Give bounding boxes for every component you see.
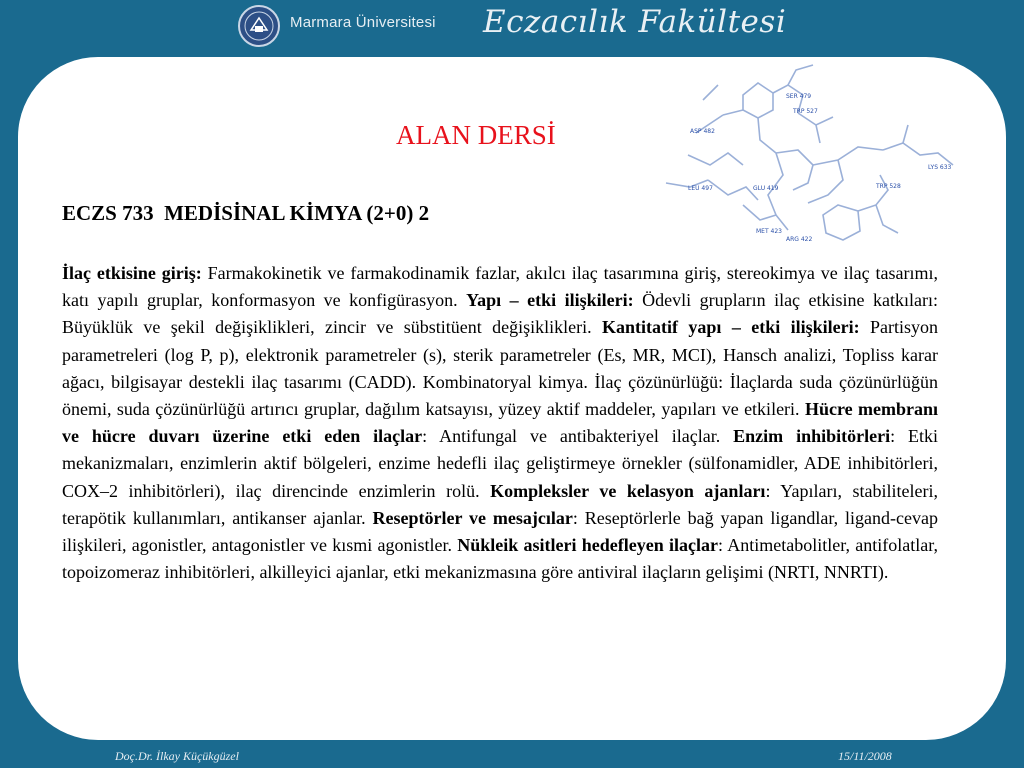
description-heading: Kompleksler ve kelasyon ajanları xyxy=(490,480,766,501)
molecule-label-asp: ASP 482 xyxy=(690,128,715,135)
course-name: MEDİSİNAL KİMYA (2+0) 2 xyxy=(164,201,430,225)
description-heading: Kantitatif yapı – etki ilişkileri: xyxy=(602,317,860,338)
molecule-label-glu: GLU 419 xyxy=(753,185,779,192)
description-text: Farmakokinetik ve farmakodinamik fazlar, akılcı ilaç tasarımına giriş, stereokimya ve ilaç tasarımı, katı yapılı gruplar, konformasyon ve konfigürasyon. xyxy=(62,263,938,311)
molecule-label-met: MET 423 xyxy=(756,228,782,235)
molecule-label-leu: LEU 497 xyxy=(688,185,713,192)
course-code: ECZS 733 xyxy=(62,201,154,225)
molecule-label-trp528: TRP 528 xyxy=(876,183,901,190)
molecule-label-arg: ARG 422 xyxy=(786,236,813,243)
course-heading xyxy=(62,201,429,226)
description-heading: Yapı – etki ilişkileri: xyxy=(466,290,634,311)
course-description xyxy=(62,260,938,586)
header-bar xyxy=(0,0,1024,56)
description-heading: Hücre membranı ve hücre duvarı üzerine etki eden ilaçlar xyxy=(62,399,938,447)
description-heading: İlaç etkisine giriş: xyxy=(62,263,202,283)
footer-author: Doç.Dr. İlkay Küçükgüzel xyxy=(115,749,239,763)
description-text: Partisyon parametreleri (log P, p), elektronik parametreler (s), sterik parametreler (Es, MR, MCI), Hansch analizi, Topliss karar ağacı, bilgisayar destekli ilaç tasarımı (CADD). Kombinatoryal kimya. İlaç çözünürlüğü: İlaçlarda suda çözünürlüğün önemi, suda çözünürlüğü artırıcı gruplar, dağılım katsayısı, yüzey aktif maddeler, yapıları ve etkileri. xyxy=(62,317,938,420)
molecule-label-lys: LYS 633 xyxy=(928,164,952,171)
description-text: : Reseptörlerle bağ yapan ligandlar, ligand-cevap ilişkileri, agonistler, antagonistler ve kısmi agonistler. xyxy=(62,507,938,556)
description-text: Ödevli grupların ilaç etkisine katkıları: Büyüklük ve şekil değişiklikleri, zincir ve sübstitüent değişiklikleri. xyxy=(62,290,938,338)
description-heading: Enzim inhibitörleri xyxy=(733,426,891,447)
faculty-name: Eczacılık Fakültesi xyxy=(483,4,787,40)
description-text: : Antifungal ve antibakteriyel ilaçlar. xyxy=(422,426,734,447)
footer-date: 15/11/2008 xyxy=(838,749,892,763)
description-text: : Yapıları, stabiliteleri, terapötik kullanımları, antikanser ajanlar. xyxy=(62,480,938,528)
molecule-structure-icon xyxy=(648,55,966,255)
molecule-label-ser: SER 479 xyxy=(786,93,812,100)
university-name: Marmara Üniversitesi xyxy=(290,14,436,31)
university-seal-icon xyxy=(237,4,281,48)
description-text: : Antimetabolitler, antifolatlar, topoizomeraz inhibitörleri, alkilleyici ajanlar, etki mekanizmasına göre antiviral ilaçların gelişimi (NRTI, NNRTI). xyxy=(62,535,939,583)
description-heading: Reseptörler ve mesajcılar xyxy=(372,507,573,528)
description-heading: Nükleik asitleri hedefleyen ilaçlar xyxy=(457,535,718,556)
molecule-label-trp527: TRP 527 xyxy=(793,108,818,115)
slide-title: ALAN DERSİ xyxy=(396,120,556,150)
description-text: : Etki mekanizmaları, enzimlerin aktif bölgeleri, enzime hedefli ilaç geliştirmeye örnekler (sülfonamidler, ADE inhibitörleri, COX–2 inhibitörleri), ilaç direncinde enzimlerin rolü. xyxy=(62,426,938,501)
